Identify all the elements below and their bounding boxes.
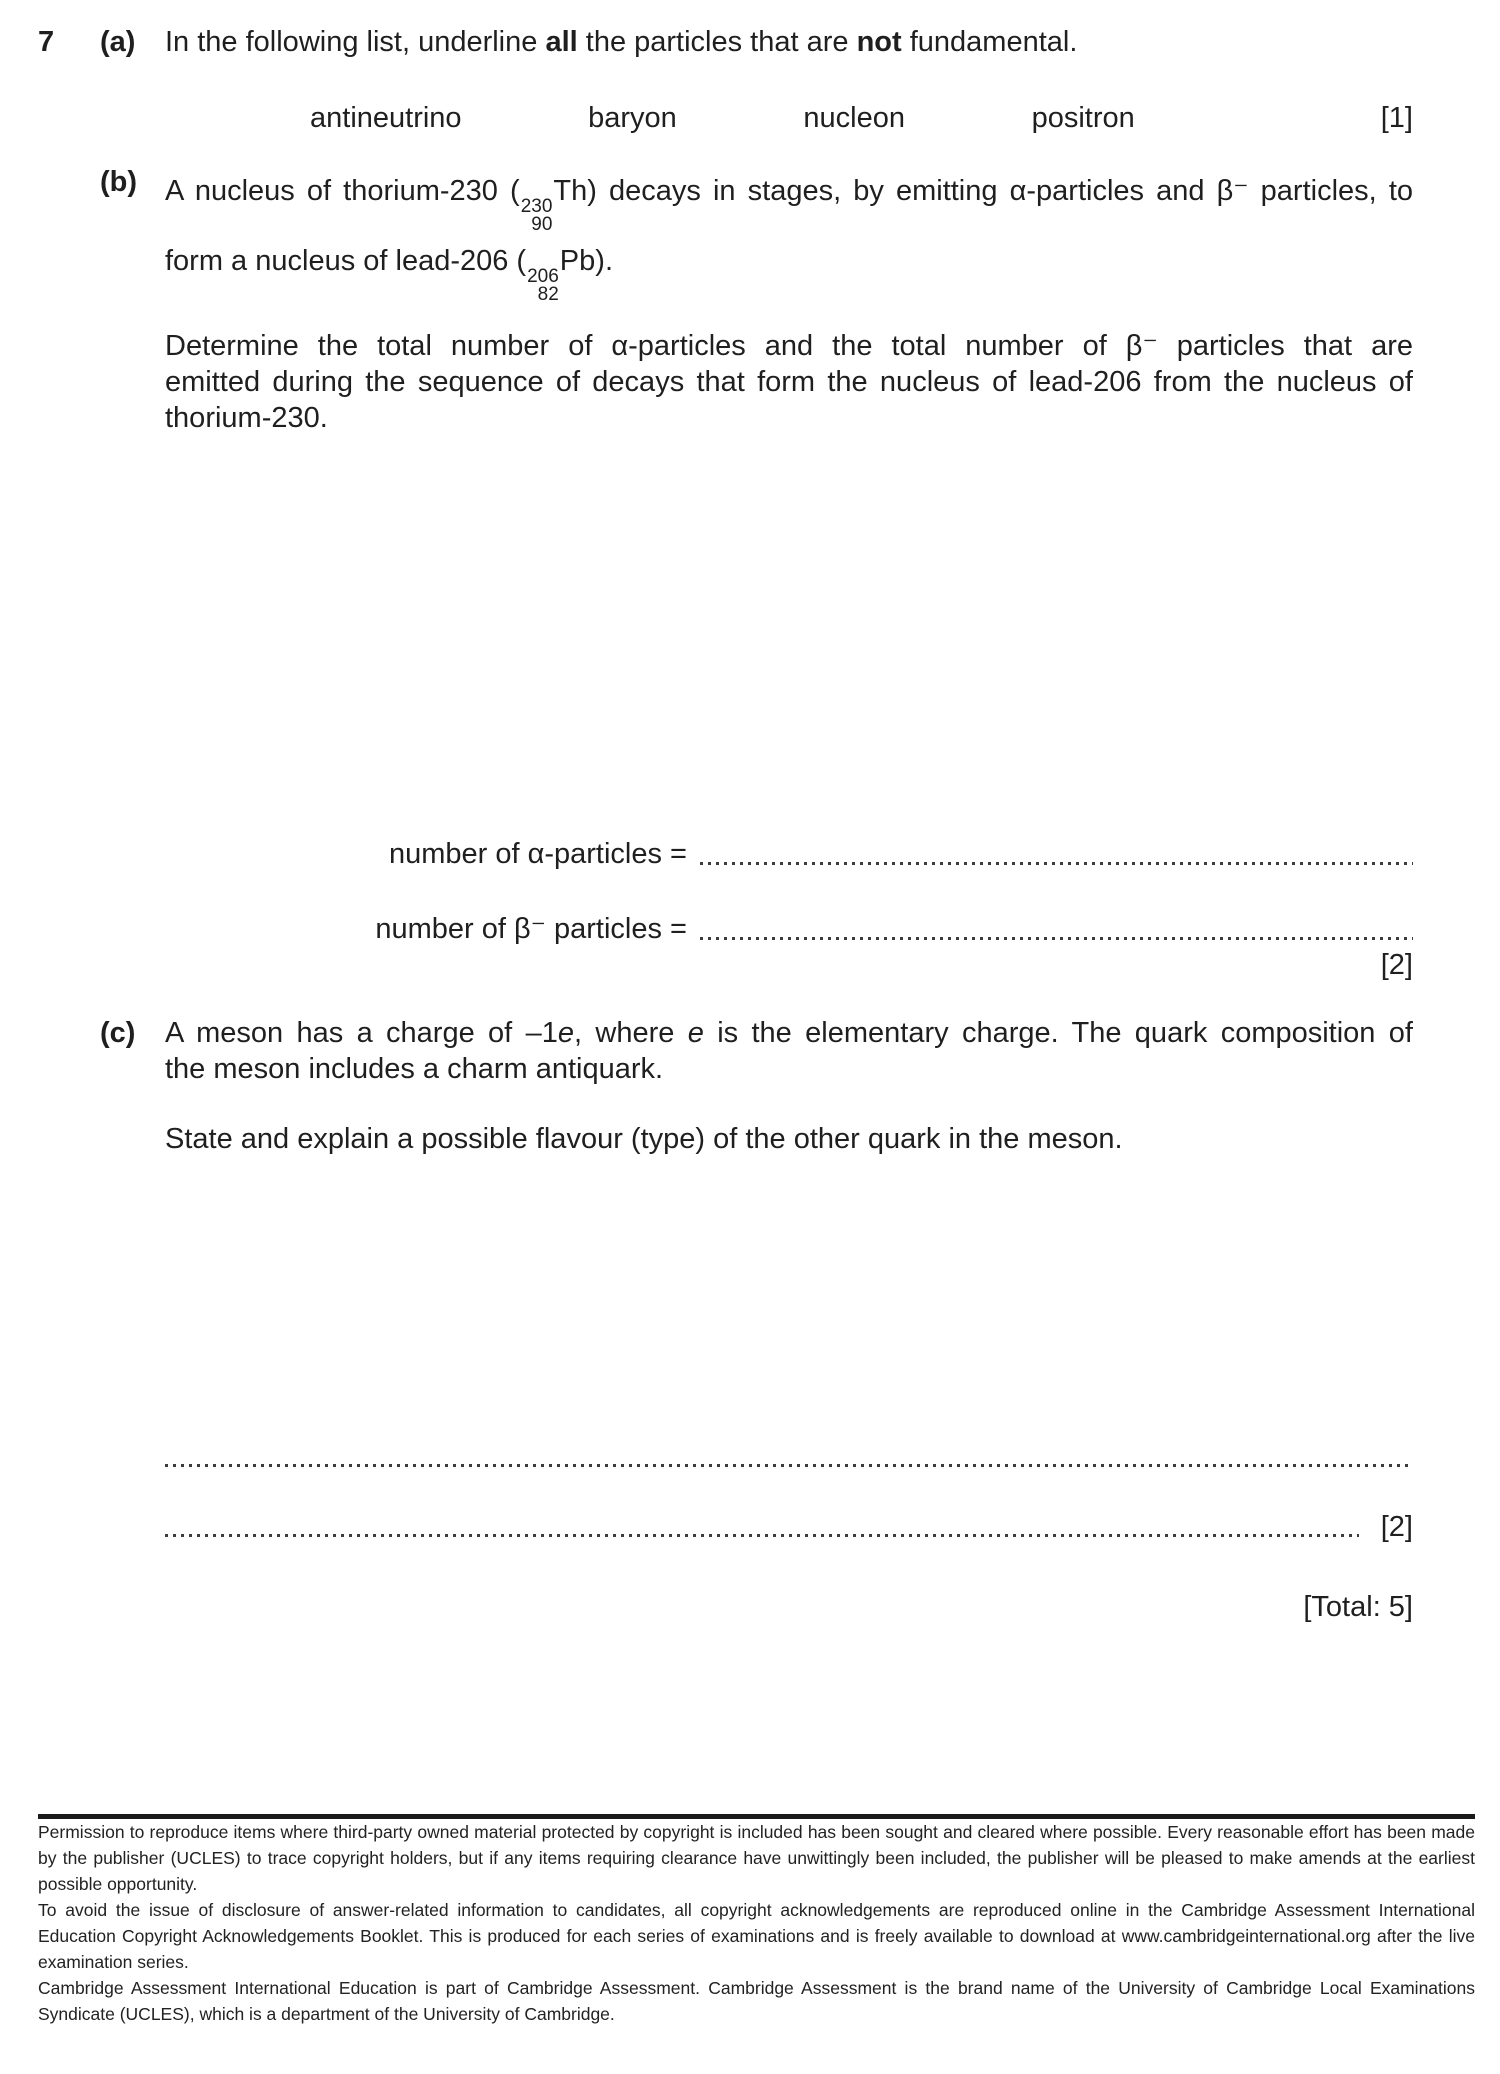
text-segment: A meson has a charge of –1 <box>165 1017 558 1049</box>
part-c-task: State and explain a possible flavour (type) of the other quark in the meson. <box>165 1123 1123 1155</box>
part-c-marks: [2] <box>1380 1511 1413 1543</box>
lead-206-nuclide <box>527 268 559 304</box>
option-baryon: baryon <box>588 102 677 134</box>
part-c-line-2: the meson includes a charm antiquark. <box>165 1053 664 1085</box>
particle-options <box>165 100 1413 136</box>
part-a-prompt <box>165 24 1413 60</box>
text-segment: ). <box>595 245 613 277</box>
part-c-body <box>165 1015 1413 1542</box>
alpha-particles-answer-row <box>165 832 1413 872</box>
part-c <box>38 1015 1413 1542</box>
text-segment: form a nucleus of lead-206 ( <box>165 245 527 277</box>
task-line: thorium-230. <box>165 402 328 434</box>
copyright-permission-paragraph: Permission to reproduce items where third-party owned material protected by copyright is included has been sought and cleared where possible. Every reasonable effort has been made by the publisher (UCLES) to trace copyright holders, but if any items requiring clearance have unwittingly been included, the publisher will be pleased to make amends at the earliest possible opportunity. <box>38 1822 1475 1894</box>
thorium-230-nuclide <box>521 198 553 234</box>
question-number: 7 <box>38 26 55 58</box>
part-c-line-1 <box>165 1015 1413 1051</box>
part-c-label: (c) <box>100 1017 136 1049</box>
bold-emphasis: all <box>545 26 578 58</box>
total-marks-row <box>38 1589 1413 1625</box>
part-a-options-row <box>38 60 1413 136</box>
part-a-marks: [1] <box>1380 102 1413 134</box>
part-b <box>38 164 1413 983</box>
atomic-number: 90 <box>531 214 553 235</box>
beta-particles-answer-row <box>165 907 1413 947</box>
bold-emphasis: not <box>856 26 902 58</box>
answer-line-row <box>165 1502 1413 1542</box>
elementary-charge-symbol: e <box>687 1017 704 1049</box>
text-segment: , where <box>573 1017 688 1049</box>
part-a-body <box>165 24 1413 60</box>
acknowledgements-paragraph: To avoid the issue of disclosure of answer-related information to candidates, all copyright acknowledgements are reproduced online in the Cambridge Assessment International Education Copyright Acknowledgements Booklet. This is produced for each series of examinations and is freely available to download at www.cambridgeinternational.org after the live examination series. <box>38 1900 1475 1972</box>
atomic-number: 82 <box>537 284 559 305</box>
element-symbol: Pb <box>559 245 596 277</box>
mass-number: 206 <box>527 266 559 287</box>
question-7 <box>0 24 1500 1625</box>
ucles-paragraph: Cambridge Assessment International Education is part of Cambridge Assessment. Cambridge Assessment is the brand name of the University of Cambridge Local Examinations Syndicate (UCLES), which is a department of the University of Cambridge. <box>38 1978 1475 2024</box>
copyright-footer <box>0 1814 1500 2027</box>
part-b-task <box>165 328 1413 436</box>
task-line: emitted during the sequence of decays that form the nucleus of lead-206 from the nucleus of <box>165 366 1413 398</box>
part-a <box>38 24 1413 60</box>
option-nucleon: nucleon <box>803 102 905 134</box>
task-line: Determine the total number of α-particles and the total number of β⁻ particles that are <box>165 330 1413 362</box>
beta-answer-label: number of β⁻ particles = <box>375 913 687 945</box>
part-b-body <box>165 164 1413 983</box>
total-marks: [Total: 5] <box>1303 1591 1413 1623</box>
part-b-marks-row <box>165 947 1413 983</box>
text-segment: ) decays in stages, by emitting α-particles and β⁻ particles, to <box>587 175 1414 207</box>
alpha-answer-label: number of α-particles = <box>388 838 687 870</box>
dotted-answer-line <box>165 1464 1413 1467</box>
option-positron: positron <box>1031 102 1135 134</box>
option-antineutrino: antineutrino <box>310 102 462 134</box>
text-segment: fundamental. <box>901 26 1078 58</box>
dotted-answer-line <box>165 1534 1359 1537</box>
text-segment: In the following list, underline <box>165 26 546 58</box>
elementary-charge-symbol: e <box>557 1017 574 1049</box>
answer-line-row <box>165 1432 1413 1472</box>
part-b-label: (b) <box>100 166 138 198</box>
part-b-line-1 <box>165 164 1413 234</box>
dotted-answer-line <box>700 862 1413 865</box>
part-b-marks: [2] <box>1380 949 1413 981</box>
text-segment: the particles that are <box>577 26 857 58</box>
part-b-line-2 <box>165 234 1413 304</box>
dotted-answer-line <box>700 937 1413 940</box>
text-segment: A nucleus of thorium-230 ( <box>165 175 520 207</box>
text-segment: is the elementary charge. The quark composition of <box>703 1017 1413 1049</box>
exam-paper-page <box>0 24 1500 2074</box>
element-symbol: Th <box>553 175 588 207</box>
mass-number: 230 <box>520 196 553 217</box>
part-a-label: (a) <box>100 26 136 58</box>
